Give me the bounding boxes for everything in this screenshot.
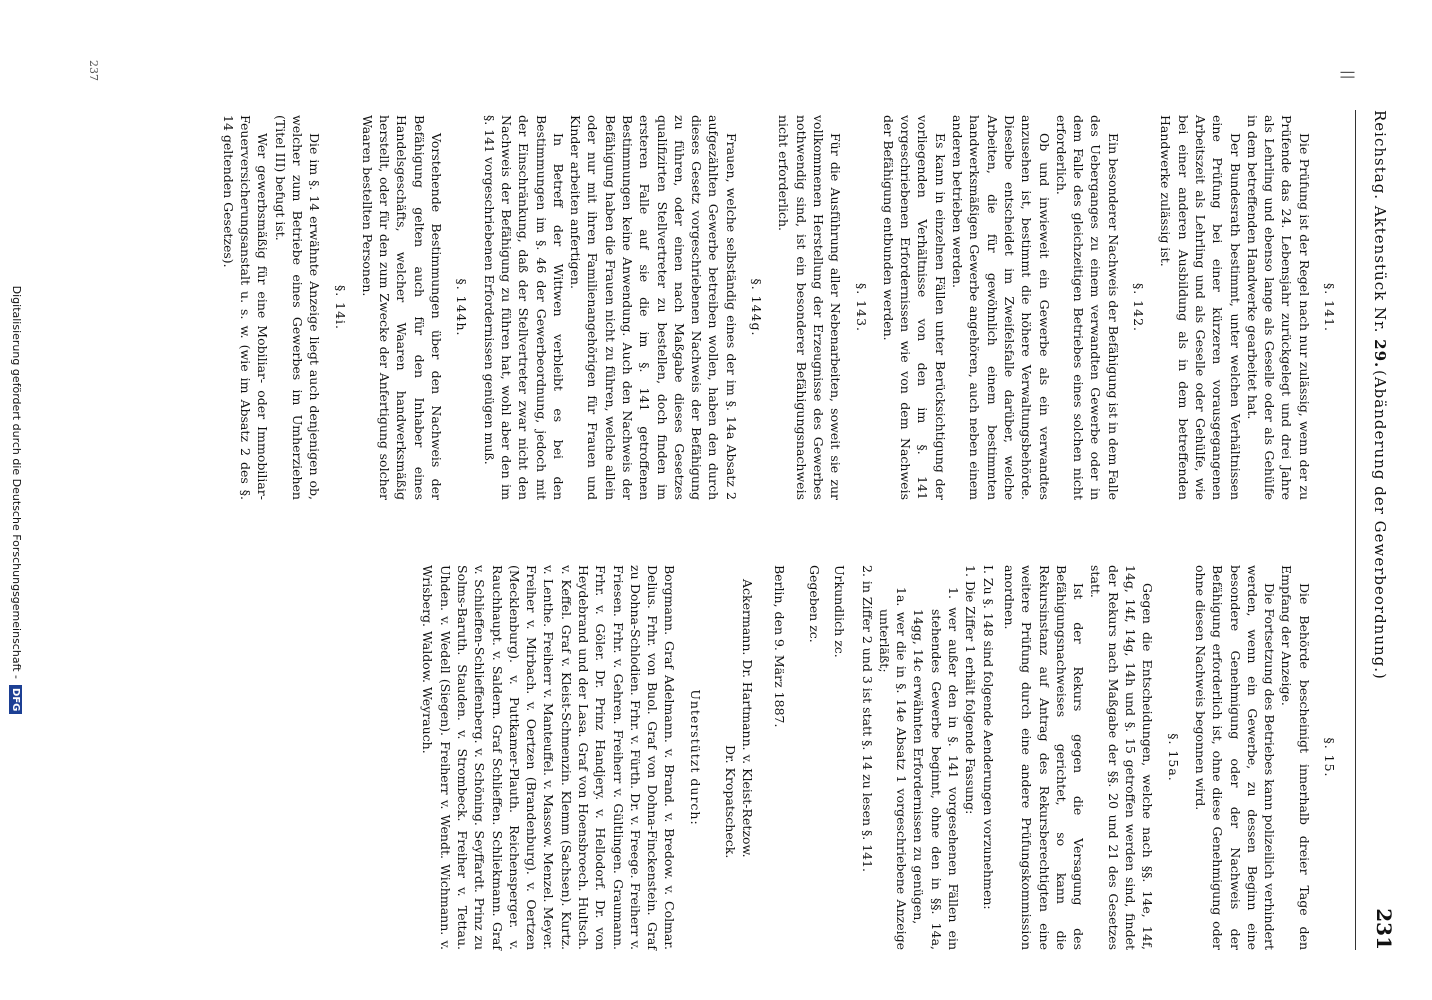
paragraph: Die Behörde bescheinigt innerhalb dreier Tage den Empfang der Anzeige. xyxy=(1279,565,1312,950)
digitization-footer xyxy=(0,0,32,1000)
section-heading: §. 144h. xyxy=(454,278,470,337)
paragraph: Der Bundesrath bestimmt, unter welchen Verhältnissen eine Prüfung bei einer kürzeren vorausgegangenen Arbeitszeit als Lehrling und als Geselle oder Gehülfe, wie bei einer anderen Ausbildung als in dem betreffenden Handwerke zulässig ist. xyxy=(1158,115,1243,500)
header-left xyxy=(1371,110,1388,368)
paragraph: Frauen, welche selbständig eines der im §. 14a Absatz 2 aufgezählten Gewerbe betreiben wollen, haben den durch dieses Gesetz vorgeschriebenen Nachweis der Befähigung zu führen, oder einen nach Maßgabe dieses Gesetzes qualifizirten Stellvertreter zu bestellen, doch finden im ersteren Falle auf sie die im §. 141 getroffenen Bestimmungen keine Anwendung. Auch den Nachweis der Befähigung haben die Frauen nicht zu führen, welche allein oder nur mit ihren Familienangehörigen für Frauen und Kinder arbeiten anfertigen. xyxy=(568,115,739,500)
section-heading: §. 143. xyxy=(853,282,869,333)
supporters-list: Borgmann. Graf Adelmann. v. Brand. v. Bredow. v. Colmar. Delius. Frhr. von Buol. Graf von Dohna-Finckenstein. Graf zu Dohna-Schlodien. Frhr. v. Fürth. Dr. v. Freege. Freiherr v. Friesen. Frhr. v. Gehren. Freiherr v. Gültlingen. Graumann. Frhr. v. Göler. Dr. Prinz Handjery. v. Hellodorf. Dr. von Heydebrand und der Lasa. Graf von Hoensbroech. Hultsch. v. Keffel. Graf v. Kleist-Schmenzin. Klemm (Sachsen). Kurtz. v. Lenthe. Freiherr v. Manteuffel. v. Massow. Menzel. Meyer. Freiher v. Mirbach. v. Oertzen (Brandenburg). v. Oertzen (Mecklenburg). v. Puttkamer-Plauth. Reichensperger. v. Rauchhaupt. v. Saldern. Graf Schlieffen. Schliekmann. Graf v. Schlieffen-Schlieffenberg. v. Schöning. Seyffardt. Prinz zu Solms-Baruth. Stauden. v. Strombeck. Freiher v. Tettau. Uhden. v. Wedell (Siegen). Freiherr v. Wendt. Wichmann. v. Wrisberg. Waldow. Weyrauch. xyxy=(420,565,678,950)
header-number: 29. xyxy=(1371,339,1389,369)
paragraph: Ob und inwieweit ein Gewerbe als ein verwandtes anzusehen ist, bestimmt die höhere Verwaltungsbehörde. Dieselbe entscheidet im Zweifelsfalle darüber, welche Arbeiten, die für gewöhnlich einem bestimmten handwerksmäßigen Gewerbe angehören, auch neben einem anderen betrieben werden. xyxy=(950,115,1052,500)
list-item: 1a. wer die in §. 14e Absatz 1 vorgeschriebene Anzeige unterläßt; xyxy=(876,587,910,950)
paragraph: In Betreff der Wittwen verbleibt es bei den Bestimmungen im §. 46 der Gewerbeordnung, jedoch mit der Einschränkung, daß der Stellvertreter zwar nicht den Nachweis der Befähigung zu führen hat, wohl aber den im §. 141 vorgeschriebenen Erfordernissen genügen muß. xyxy=(481,115,566,500)
left-column xyxy=(219,115,1348,500)
footer-text: Digitalisierung gefördert durch die Deutsche Forschungsgemeinschaft - xyxy=(9,285,23,680)
small-page-number: 237 xyxy=(87,60,100,81)
supported-by-heading: Unterstützt durch: xyxy=(687,689,703,826)
section-heading: §. 15. xyxy=(1322,737,1337,778)
section-heading: §. 141. xyxy=(1322,282,1337,333)
header-title: (Abänderung der Gewerbeordnung.) xyxy=(1371,370,1389,680)
section-heading: §. 144g. xyxy=(749,278,765,337)
signature-date: Berlin, den 9. März 1887. xyxy=(771,565,787,728)
page-header xyxy=(1362,110,1396,950)
list-item: 1. Die Ziffer 1 erhält folgende Fassung: xyxy=(963,565,979,815)
paragraph: Die im §. 14 erwähnte Anzeige liegt auch denjenigen ob, welcher zum Betriebe eines Gewerbes im Umherziehen (Titel III) befugt ist. xyxy=(272,115,323,500)
paragraph: Die Prüfung ist der Regel nach nur zulässig, wenn der zu Prüfende das 24. Lebensjahr zurückgelegt und drei Jahre als Lehrling und ebenso lange als Geselle oder als Gehülfe in dem betreffenden Handwerke gearbeitet hat. xyxy=(1244,115,1312,500)
paragraph: Es kann in einzelnen Fällen unter Berücksichtigung der vorliegenden Verhältnisse von den im §. 141 vorgeschriebenen Erfordernissen wie von dem Nachweis der Befähigung entbunden werden. xyxy=(880,115,948,500)
dfg-logo: DFG xyxy=(10,685,23,714)
page-number: 231 xyxy=(1372,908,1396,950)
paragraph: Ist der Rekurs gegen die Versagung des Befähigungsnachweises gerichtet, so kann die Rekursinstanz auf Antrag des Rekursberechtigten eine weitere Prüfung durch eine andere Prüfungskommission anordnen. xyxy=(1001,565,1087,950)
paragraph: Die Fortsetzung des Betriebes kann polizeilich verhindert werden, wenn ein Gewerbe, zu dessen Beginn eine besondere Genehmigung oder der Nachweis der Befähigung erforderlich ist, ohne diese Genehmigung oder ohne diesen Nachweis begonnen wird. xyxy=(1192,565,1278,950)
list-item: I. Zu §. 148 sind folgende Aenderungen vorzunehmen: xyxy=(980,565,996,910)
signature-line: Ackermann. Dr. Hartmann. v. Kleist-Retzow. xyxy=(740,579,756,858)
paragraph: Wer gewerbsmäßig für eine Mobiliar- oder Immobiliar-Feuerversicherungsanstalt u. s. w. (wie im Absatz 2 des §. 14 geltenden Gesetzes). xyxy=(220,115,271,500)
closing-line: Urkundlich zc. xyxy=(832,565,848,658)
section-heading: §. 142. xyxy=(1131,282,1147,333)
header-rule xyxy=(1355,110,1356,950)
paragraph: Ein besonderer Nachweis der Befähigung ist in dem Falle des Ueberganges zu einem verwandten Gewerbe oder in dem Falle des gleichzeitigen Betriebes eines solchen nicht erforderlich. xyxy=(1053,115,1121,500)
paragraph: Für die Ausführung aller Nebenarbeiten, soweit sie zur vollkommenen Herstellung der Erzeugnisse des Gewerbes nothwendig sind, ist ein besonderer Befähigungsnachweis nicht erforderlich. xyxy=(776,115,844,500)
paragraph: Vorstehende Bestimmungen über den Nachweis der Befähigung gelten auch für den Inhaber eines Handelsgeschäfts, welcher Waaren handwerksmäßig herstellt, oder für den zum Zwecke der Anfertigung solcher Waaren bestellten Personen. xyxy=(359,115,445,500)
paragraph: Gegen die Entscheidungen, welche nach §§. 14e, 14f, 14g, 14f, 14g, 14h und §. 15 getroffen werden sind, findet der Rekurs nach Maßgabe der §§. 20 und 21 des Gesetzes statt. xyxy=(1088,565,1156,950)
signature-line: Dr. Kropatscheck. xyxy=(723,745,739,859)
list-item: 2. in Ziffer 2 und 3 ist statt §. 14 zu lesen §. 141. xyxy=(859,565,875,873)
right-column xyxy=(419,565,1348,950)
section-heading: §. 15a. xyxy=(1165,733,1181,782)
list-item: 1. wer außer den in §. 141 vorgesehenen Fällen ein stehendes Gewerbe beginnt, ohne den in §§. 14a, 14gg, 14c erwähnten Erfordernissen zu genügen, xyxy=(911,587,962,950)
closing-line: Gegeben zc. xyxy=(806,565,822,643)
margin-mark: || xyxy=(1340,70,1356,80)
section-heading: §. 14i. xyxy=(332,284,348,331)
header-publication: Reichstag. Aktenstück Nr. xyxy=(1371,110,1389,334)
